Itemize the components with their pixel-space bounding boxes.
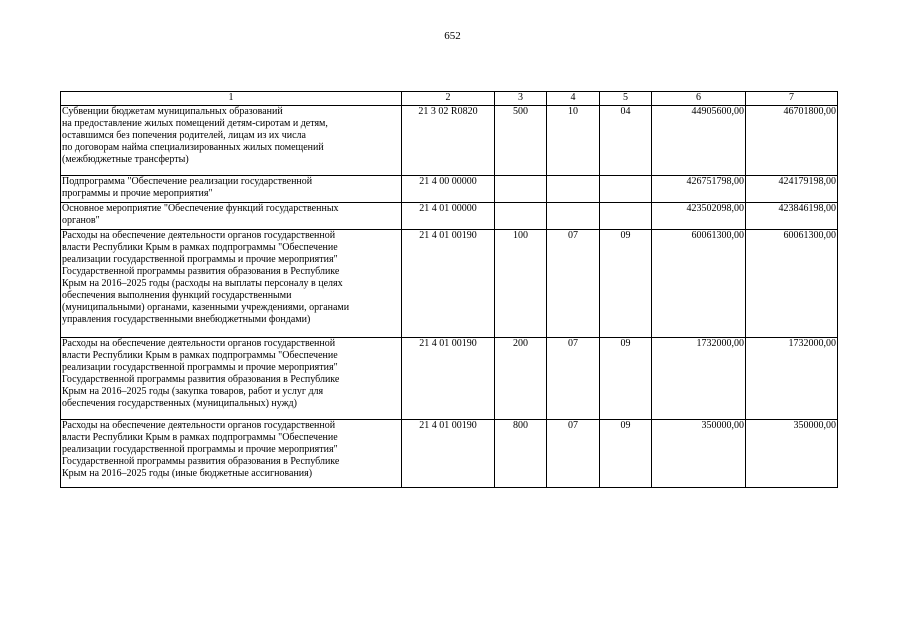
section-cell xyxy=(547,203,600,230)
section-cell: 07 xyxy=(547,230,600,338)
target-code-cell: 21 4 01 00000 xyxy=(402,203,495,230)
section-cell: 07 xyxy=(547,420,600,488)
expense-type-cell: 800 xyxy=(495,420,547,488)
table-row xyxy=(61,230,838,338)
expense-type-cell: 200 xyxy=(495,338,547,420)
column-number-row xyxy=(61,92,838,106)
table-row xyxy=(61,176,838,203)
target-code-cell: 21 4 01 00190 xyxy=(402,338,495,420)
subsection-cell: 09 xyxy=(600,420,652,488)
column-header: 4 xyxy=(547,92,600,106)
target-code-cell: 21 4 01 00190 xyxy=(402,420,495,488)
target-code-cell: 21 4 00 00000 xyxy=(402,176,495,203)
column-header: 5 xyxy=(600,92,652,106)
amount-year1-cell: 1732000,00 xyxy=(652,338,746,420)
section-cell xyxy=(547,176,600,203)
amount-year1-cell: 423502098,00 xyxy=(652,203,746,230)
page-number: 652 xyxy=(444,30,461,42)
amount-year2-cell: 423846198,00 xyxy=(746,203,838,230)
column-header: 6 xyxy=(652,92,746,106)
section-cell: 07 xyxy=(547,338,600,420)
amount-year2-cell: 1732000,00 xyxy=(746,338,838,420)
budget-table xyxy=(60,91,838,488)
target-code-cell: 21 4 01 00190 xyxy=(402,230,495,338)
amount-year2-cell: 424179198,00 xyxy=(746,176,838,203)
amount-year1-cell: 60061300,00 xyxy=(652,230,746,338)
subsection-cell: 09 xyxy=(600,338,652,420)
target-code-cell: 21 3 02 R0820 xyxy=(402,106,495,176)
table-row xyxy=(61,203,838,230)
amount-year2-cell: 60061300,00 xyxy=(746,230,838,338)
expense-name-cell: Подпрограмма "Обеспечение реализации государственной программы и прочие мероприятия" xyxy=(61,176,402,203)
column-header: 7 xyxy=(746,92,838,106)
subsection-cell xyxy=(600,203,652,230)
expense-name-cell: Субвенции бюджетам муниципальных образований на предоставление жилых помещений детям-сиротам и детям, оставшимся без попечения родителей, лицам из их числа по договорам найма специализированных жилых помещений (межбюджетные трансферты) xyxy=(61,106,402,176)
amount-year2-cell: 46701800,00 xyxy=(746,106,838,176)
table-row xyxy=(61,106,838,176)
expense-name-cell: Основное мероприятие "Обеспечение функций государственных органов" xyxy=(61,203,402,230)
column-header: 3 xyxy=(495,92,547,106)
amount-year1-cell: 44905600,00 xyxy=(652,106,746,176)
expense-type-cell: 100 xyxy=(495,230,547,338)
subsection-cell: 09 xyxy=(600,230,652,338)
amount-year2-cell: 350000,00 xyxy=(746,420,838,488)
subsection-cell: 04 xyxy=(600,106,652,176)
table-row xyxy=(61,338,838,420)
expense-name-cell: Расходы на обеспечение деятельности органов государственной власти Республики Крым в рамках подпрограммы "Обеспечение реализации государственной программы и прочие мероприятия" Государственной программы развития образования в Республике Крым на 2016–2025 годы (расходы на выплаты персоналу в целях обеспечения выполнения функций государственными (муниципальными) органами, казенными учреждениями, органами управления государственными внебюджетными фондами) xyxy=(61,230,402,338)
expense-type-cell xyxy=(495,203,547,230)
column-header: 1 xyxy=(61,92,402,106)
column-header: 2 xyxy=(402,92,495,106)
amount-year1-cell: 350000,00 xyxy=(652,420,746,488)
expense-name-cell: Расходы на обеспечение деятельности органов государственной власти Республики Крым в рамках подпрограммы "Обеспечение реализации государственной программы и прочие мероприятия" Государственной программы развития образования в Республике Крым на 2016–2025 годы (закупка товаров, работ и услуг для обеспечения государственных (муниципальных) нужд) xyxy=(61,338,402,420)
table-row xyxy=(61,420,838,488)
expense-name-cell: Расходы на обеспечение деятельности органов государственной власти Республики Крым в рамках подпрограммы "Обеспечение реализации государственной программы и прочие мероприятия" Государственной программы развития образования в Республике Крым на 2016–2025 годы (иные бюджетные ассигнования) xyxy=(61,420,402,488)
expense-type-cell xyxy=(495,176,547,203)
expense-type-cell: 500 xyxy=(495,106,547,176)
section-cell: 10 xyxy=(547,106,600,176)
amount-year1-cell: 426751798,00 xyxy=(652,176,746,203)
subsection-cell xyxy=(600,176,652,203)
